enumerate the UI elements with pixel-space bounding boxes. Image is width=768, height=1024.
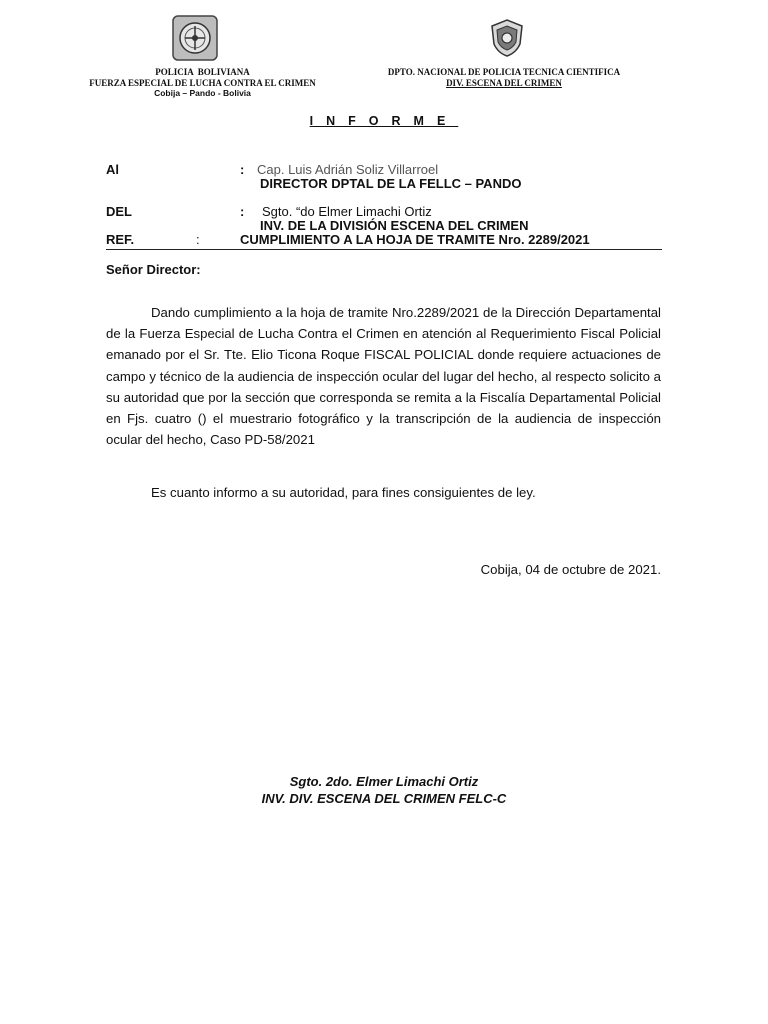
body-paragraph-2: Es cuanto informo a su autoridad, para fines consiguientes de ley. [151,485,536,500]
police-seal-icon [172,15,218,66]
al-colon: : [240,162,245,177]
del-position: INV. DE LA DIVISIÓN ESCENA DEL CRIMEN [260,218,529,233]
header-right-line1: DPTO. NACIONAL DE POLICIA TECNICA CIENTIFICA [387,67,621,77]
al-label: Al [106,162,119,177]
header-divider [106,249,662,250]
date-line: Cobija, 04 de octubre de 2021. [480,562,661,577]
ref-label: REF. [106,232,135,247]
header-right-institution [365,67,643,88]
header-left-institution [80,67,325,99]
del-label: DEL [106,204,132,219]
body-paragraph-1: Dando cumplimiento a la hoja de tramite Nro.2289/2021 de la Dirección Departamental de la Fuerza Especial de Lucha Contra el Crimen en atención al Requerimiento Fiscal Policial emanado por el Sr. Tte. Elio Ticona Roque FISCAL POLICIAL donde requiere actuaciones de campo y técnico de la audiencia de inspección ocular del lugar del hecho, al respecto solicito a su autoridad que por la sección que corresponda se remita a la Fiscalía Departamental Policial en Fjs. cuatro () el muestrario fotográfico y la transcripción de la audiencia de inspección ocular del hecho, Caso PD-58/2021 [106,305,661,448]
al-position: DIRECTOR DPTAL DE LA FELLC – PANDO [260,176,522,191]
header-left-line1: POLICIA BOLIVIANA [155,67,250,77]
al-name: Cap. Luis Adrián Soliz Villarroel [257,162,439,177]
document-title: INFORME [309,114,459,128]
signature-position: INV. DIV. ESCENA DEL CRIMEN FELC-C [261,791,507,806]
del-colon: : [240,204,245,219]
ref-value: CUMPLIMIENTO A LA HOJA DE TRAMITE Nro. 2289/2021 [240,232,590,247]
ref-colon: : [196,232,200,247]
del-name: Sgto. “do Elmer Limachi Ortiz [262,204,432,219]
header-left-line3: Cobija – Pando - Bolivia [154,88,251,98]
greeting: Señor Director: [106,262,201,277]
header-right-line2: DIV. ESCENA DEL CRIMEN [446,77,562,88]
shield-badge-icon [489,18,525,63]
signature-name: Sgto. 2do. Elmer Limachi Ortiz [289,774,479,789]
header-left-line2: FUERZA ESPECIAL DE LUCHA CONTRA EL CRIMEN [89,77,316,88]
